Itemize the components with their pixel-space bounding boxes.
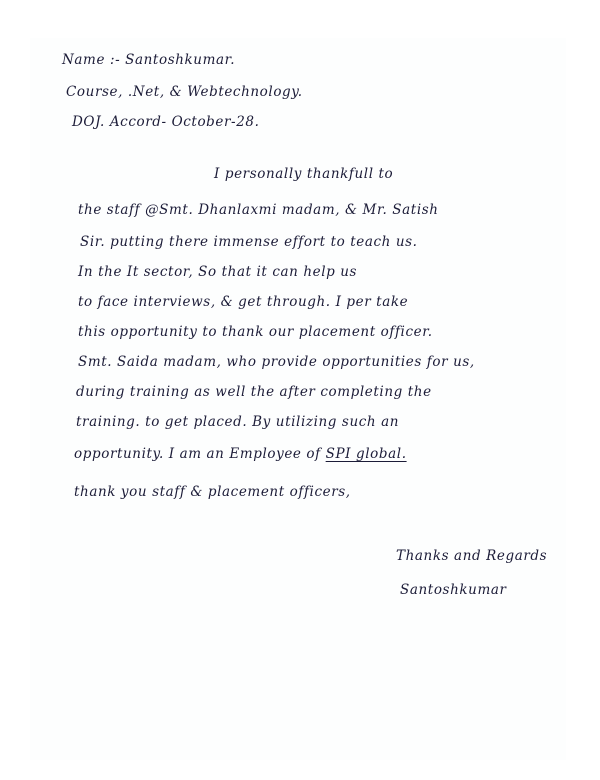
signature-name: Santoshkumar [400, 582, 507, 598]
letter-intro: I personally thankfull to [214, 166, 394, 182]
course-line: Course, .Net, & Webtechnology. [66, 84, 303, 100]
employer-name: SPI global. [325, 446, 407, 462]
letter-line: during training as well the after completing the [76, 384, 432, 400]
employer-prefix: opportunity. I am an Employee of [74, 446, 321, 462]
regards-text: Thanks and Regards [396, 548, 548, 564]
letter-line: the staff @Smt. Dhanlaxmi madam, & Mr. Satish [78, 202, 439, 218]
letter-line: to face interviews, & get through. I per take [78, 294, 409, 310]
letter-employer-line [74, 446, 407, 462]
doj-line: DOJ. Accord- October-28. [72, 114, 260, 130]
letter-line: this opportunity to thank our placement officer. [78, 324, 433, 340]
letter-line: training. to get placed. By utilizing such an [76, 414, 400, 430]
name-line: Name :- Santoshkumar. [62, 52, 236, 68]
letter-line: In the It sector, So that it can help us [78, 264, 358, 280]
letter-line: Smt. Saida madam, who provide opportunities for us, [78, 354, 475, 370]
letter-line: Sir. putting there immense effort to teach us. [80, 234, 418, 250]
letter-closing-line: thank you staff & placement officers, [74, 484, 351, 500]
